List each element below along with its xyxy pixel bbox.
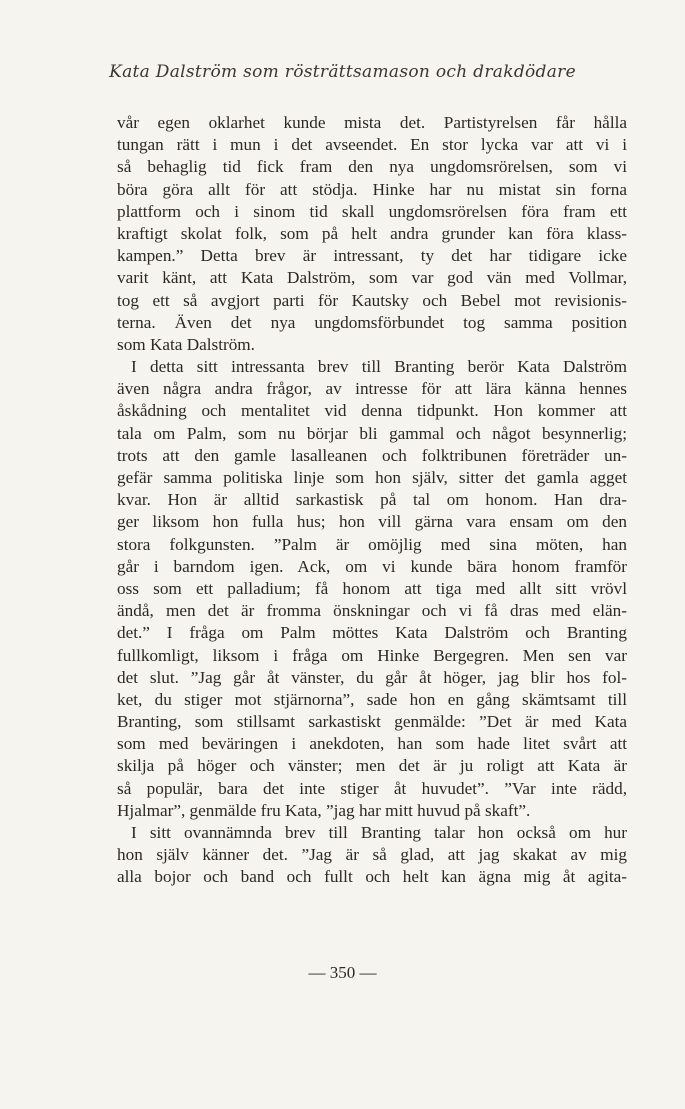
running-header: Kata Dalström som rösträttsamason och drakdödare	[109, 62, 576, 82]
text-line: fullkomligt, liksom i fråga om Hinke Bergegren. Men sen var	[117, 645, 627, 665]
text-line: går i barndom igen. Ack, om vi kunde bära honom framför	[117, 556, 627, 576]
text-line: så populär, bara det inte stiger åt huvudet”. ”Var inte rädd,	[117, 778, 627, 798]
text-line: gefär samma politiska linje som hon själv, sitter det gamla agget	[117, 468, 627, 487]
text-line: varit känt, att Kata Dalström, som var god vän med Vollmar,	[117, 268, 627, 288]
text-line: skilja på höger och vänster; men det är ju roligt att Kata är	[117, 756, 627, 776]
text-line: böra göra allt för att stödja. Hinke har nu mistat sin forna	[117, 179, 627, 199]
text-line: oss som ett palladium; få honom att tiga med allt sitt vrövl	[117, 578, 627, 598]
text-line: kampen.” Detta brev är intressant, ty det har tidigare icke	[117, 246, 627, 266]
text-line: tungan rätt i mun i det avseendet. En stor lycka var att vi i	[117, 135, 627, 155]
text-line: tog ett så avgjort parti för Kautsky och Bebel mot revisionis-	[117, 290, 627, 310]
text-line: Branting, som stillsamt sarkastiskt genmälde: ”Det är med Kata	[117, 712, 627, 732]
text-line: vår egen oklarhet kunde mista det. Partistyrelsen får hålla	[117, 113, 627, 132]
text-line: kraftigt skolat folk, som på helt andra grunder kan föra klass-	[117, 223, 627, 243]
text-line: ket, du stiger mot stjärnorna”, sade hon en gång skämtsamt till	[117, 689, 627, 709]
body-text	[117, 112, 627, 889]
text-line: det.” I fråga om Palm möttes Kata Dalström och Branting	[117, 623, 627, 643]
text-line: ger liksom hon fulla hus; hon vill gärna vara ensam om den	[117, 512, 627, 532]
text-line: hon själv känner det. ”Jag är så glad, att jag skakat av mig	[117, 845, 627, 865]
text-line: I sitt ovannämnda brev till Branting talar hon också om hur	[131, 823, 627, 842]
text-line: som Kata Dalström.	[117, 334, 255, 354]
text-line: alla bojor och band och fullt och helt kan ägna mig åt agita-	[117, 867, 627, 887]
text-line: trots att den gamle lasalleanen och folktribunen företräder un-	[117, 445, 627, 465]
text-line: ändå, men det är fromma önskningar och vi få dras med elän-	[117, 601, 627, 621]
text-line: kvar. Hon är alltid sarkastisk på tal om honom. Han dra-	[117, 490, 627, 510]
text-line: stora folkgunsten. ”Palm är omöjlig med sina möten, han	[117, 534, 627, 554]
text-line: terna. Även det nya ungdomsförbundet tog samma position	[117, 312, 627, 332]
text-line: det slut. ”Jag går åt vänster, du går åt höger, jag blir hos fol-	[117, 667, 627, 687]
text-line: åskådning och mentalitet vid denna tidpunkt. Hon kommer att	[117, 401, 627, 421]
text-line: I detta sitt intressanta brev till Branting berör Kata Dalström	[131, 357, 627, 377]
page-number: — 350 —	[308, 963, 377, 982]
text-line: tala om Palm, som nu börjar bli gammal och något besynnerlig;	[117, 423, 627, 443]
text-line: Hjalmar”, genmälde fru Kata, ”jag har mitt huvud på skaft”.	[117, 800, 531, 820]
text-line: även några andra frågor, av intresse för att lära känna hennes	[117, 379, 627, 399]
text-line: som med beväringen i anekdoten, han som hade litet svårt att	[117, 734, 627, 754]
text-line: så behaglig tid fick fram den nya ungdomsrörelsen, som vi	[117, 157, 627, 177]
text-line: plattform och i sinom tid skall ungdomsrörelsen föra fram ett	[117, 201, 627, 221]
